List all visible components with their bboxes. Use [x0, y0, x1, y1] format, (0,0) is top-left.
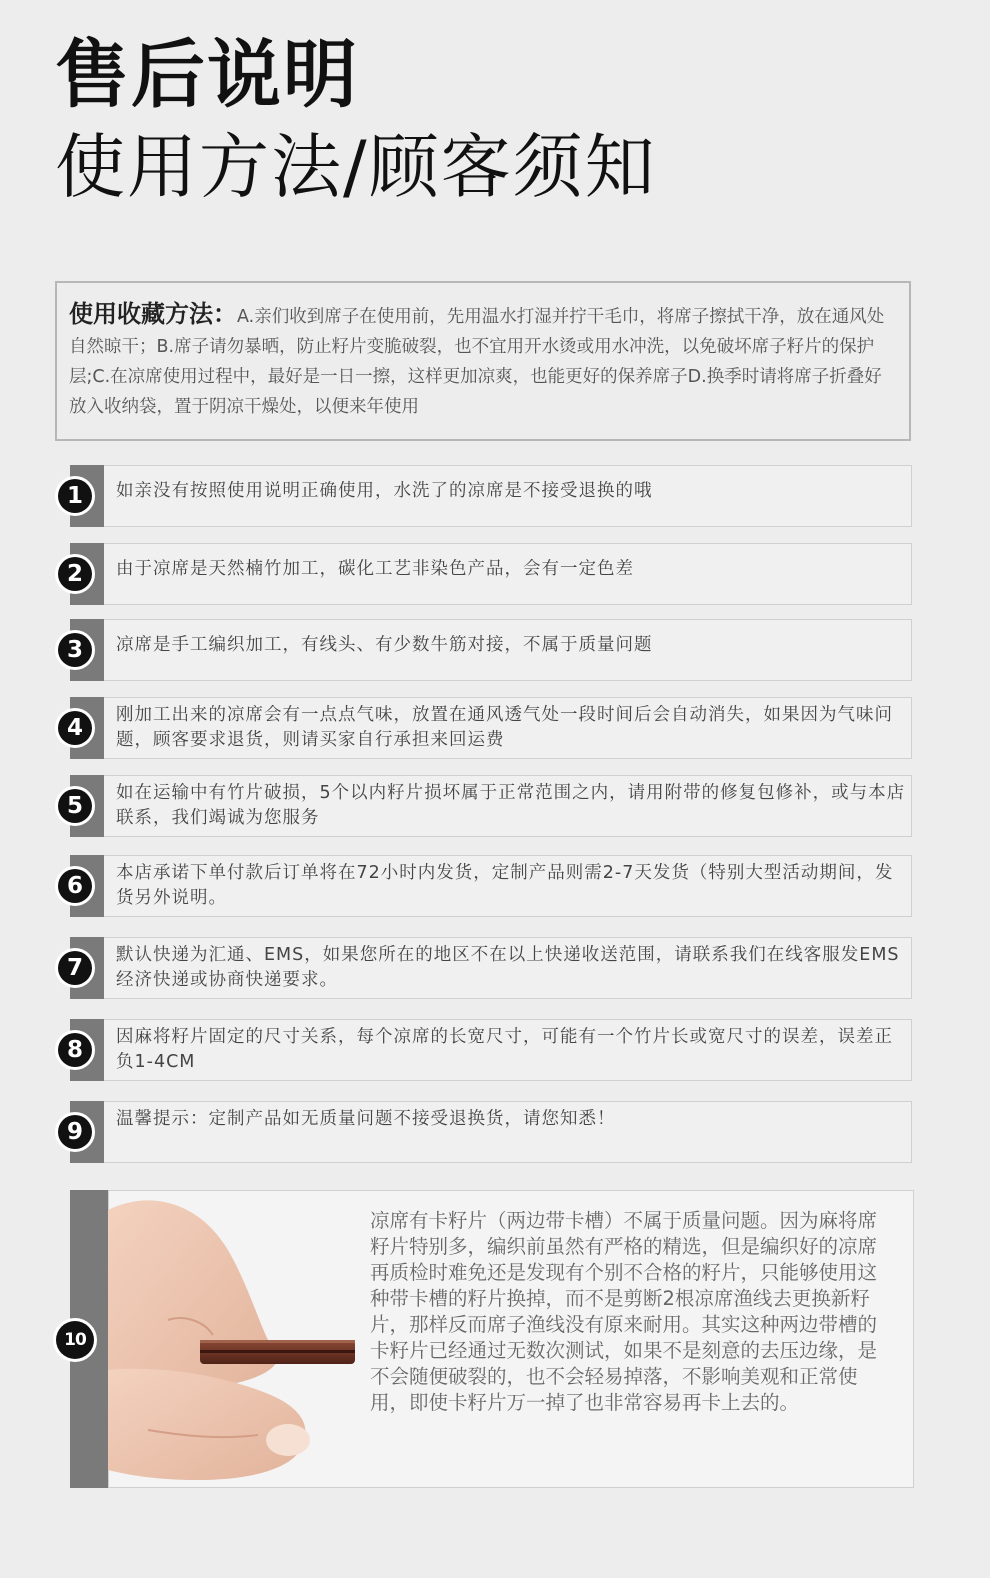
note-text-3: 凉席是手工编织加工，有线头、有少数牛筋对接，不属于质量问题	[104, 619, 912, 681]
note-row-1	[70, 465, 912, 527]
note-text-1: 如亲没有按照使用说明正确使用，水洗了的凉席是不接受退换的哦	[104, 465, 912, 527]
note-row-5	[70, 775, 912, 837]
page-title: 售后说明	[55, 32, 359, 118]
note-text-10: 凉席有卡籽片（两边带卡槽）不属于质量问题。因为麻将席籽片特别多，编织前虽然有严格的精选，但是编织好的凉席再质检时难免还是发现有个别不合格的籽片，只能够使用这种带卡槽的籽片换掉，而不是剪断2根凉席渔线去更换新籽片，那样反而席子渔线没有原来耐用。其实这种两边带槽的卡籽片已经通过无数次测试，如果不是刻意的去压边缘，是不会随便破裂的，也不会轻易掉落，不影响美观和正常使用，即使卡籽片万一掉了也非常容易再卡上去的。	[370, 1209, 878, 1414]
note-row-8	[70, 1019, 912, 1081]
note-text-5: 如在运输中有竹片破损，5个以内籽片损坏属于正常范围之内，请用附带的修复包修补，或与本店联系，我们竭诚为您服务	[104, 775, 912, 837]
number-badge-2: 2	[55, 554, 95, 594]
note-text-2: 由于凉席是天然楠竹加工，碳化工艺非染色产品，会有一定色差	[104, 543, 912, 605]
note-row-9	[70, 1101, 912, 1163]
note-row-3	[70, 619, 912, 681]
mahjong-tile-photo	[108, 1190, 398, 1488]
page-subtitle: 使用方法/顾客须知	[55, 126, 657, 208]
number-badge-1: 1	[55, 476, 95, 516]
note-text-9: 温馨提示：定制产品如无质量问题不接受退换货，请您知悉！	[104, 1101, 912, 1163]
note-row-10	[70, 1190, 914, 1488]
number-badge-5: 5	[55, 786, 95, 826]
note-row-4	[70, 697, 912, 759]
number-badge-8: 8	[55, 1030, 95, 1070]
number-badge-4: 4	[55, 708, 95, 748]
number-badge-6: 6	[55, 866, 95, 906]
note-text-6: 本店承诺下单付款后订单将在72小时内发货，定制产品则需2-7天发货（特别大型活动期间，发货另外说明。	[104, 855, 912, 917]
note-text-7: 默认快递为汇通、EMS，如果您所在的地区不在以上快递收送范围，请联系我们在线客服发EMS经济快递或协商快递要求。	[104, 937, 912, 999]
usage-instructions-box	[55, 281, 911, 441]
number-badge-9: 9	[55, 1112, 95, 1152]
note-row-6	[70, 855, 912, 917]
number-badge-7: 7	[55, 948, 95, 988]
note-row-2	[70, 543, 912, 605]
note-text-4: 刚加工出来的凉席会有一点点气味，放置在通风透气处一段时间后会自动消失，如果因为气味问题，顾客要求退货，则请买家自行承担来回运费	[104, 697, 912, 759]
usage-text: A.亲们收到席子在使用前，先用温水打湿并拧干毛巾，将席子擦拭干净，放在通风处自然晾干；B.席子请勿暴晒，防止籽片变脆破裂，也不宜用开水烫或用水冲洗，以免破坏席子籽片的保护层;C.在凉席使用过程中，最好是一日一擦，这样更加凉爽，也能更好的保养席子D.换季时请将席子折叠好放入收纳袋，置于阴凉干燥处，以便来年使用	[69, 307, 885, 417]
note-row-7	[70, 937, 912, 999]
number-badge-3: 3	[55, 630, 95, 670]
note-text-8: 因麻将籽片固定的尺寸关系，每个凉席的长宽尺寸，可能有一个竹片长或宽尺寸的误差，误差正负1-4CM	[104, 1019, 912, 1081]
number-badge-10: 10	[53, 1318, 97, 1362]
usage-label: 使用收藏方法：	[69, 300, 237, 328]
